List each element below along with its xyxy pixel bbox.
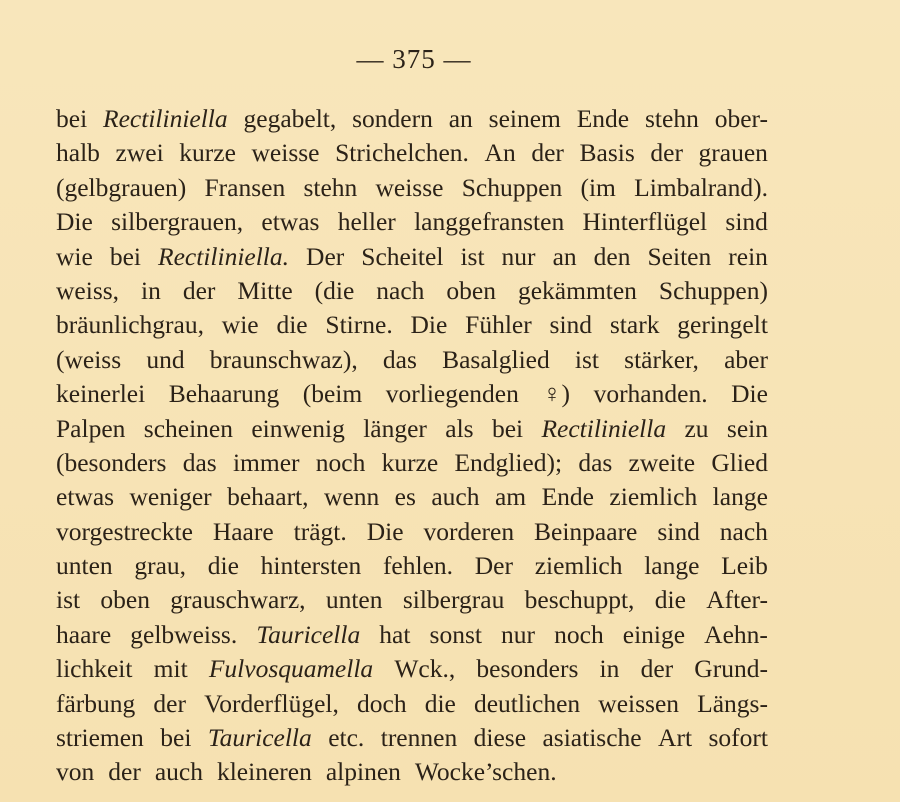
word: Ende xyxy=(576,104,630,133)
word: Fühler xyxy=(465,310,532,340)
word: (gelbgrauen) xyxy=(56,172,187,202)
word: den xyxy=(593,241,631,271)
text-line xyxy=(56,549,768,583)
text-line xyxy=(56,480,768,514)
text-line xyxy=(56,274,768,308)
word: Die xyxy=(731,379,768,409)
word: es xyxy=(394,482,416,512)
word: deutlichen xyxy=(473,688,581,718)
word: trägt. xyxy=(293,516,347,546)
word: diese xyxy=(473,723,527,753)
word: Basis xyxy=(579,138,635,168)
word: Hinterflügel xyxy=(582,207,708,237)
word: lange xyxy=(644,551,700,581)
word: ist xyxy=(56,585,81,615)
word: gelbweiss. xyxy=(130,619,238,649)
word: fehlen. xyxy=(382,551,454,581)
word: länger xyxy=(363,413,427,443)
word: hat xyxy=(379,619,411,649)
word: vorliegenden xyxy=(385,379,519,409)
word: (die xyxy=(314,275,355,305)
word: gegabelt, xyxy=(243,104,337,133)
word: der xyxy=(531,138,564,168)
word: zwei xyxy=(115,138,164,168)
word: oben xyxy=(446,275,496,305)
word: wenn xyxy=(323,482,380,512)
word: etwas xyxy=(56,482,115,512)
body-text xyxy=(56,102,768,790)
word: stark xyxy=(609,310,660,340)
word: ist xyxy=(460,241,485,271)
word: nach xyxy=(719,516,768,546)
word: oben xyxy=(100,585,150,615)
word: heller xyxy=(337,207,396,237)
italic-word: Rectiliniella xyxy=(541,413,667,443)
word: in xyxy=(599,654,620,684)
word: zweite xyxy=(628,447,696,477)
word: Längs- xyxy=(697,688,768,718)
word: beschuppt, xyxy=(524,585,635,615)
word: Schuppen) xyxy=(658,275,768,305)
word: vorhanden. xyxy=(593,379,708,409)
word: einwenig xyxy=(251,413,345,443)
word: silbergrau xyxy=(402,585,505,615)
word: scheinen xyxy=(143,413,233,443)
word: Ende xyxy=(541,482,594,512)
word: mit xyxy=(153,654,188,684)
word: der xyxy=(650,138,683,168)
word: bei xyxy=(56,104,88,133)
text-line xyxy=(56,136,768,170)
word: (besonders xyxy=(56,447,167,477)
word: Die xyxy=(56,207,93,237)
word: Die xyxy=(410,310,448,340)
word: halb xyxy=(56,138,100,168)
word: von xyxy=(56,757,95,787)
word: braunschwaz), xyxy=(209,344,358,374)
word: das xyxy=(182,447,217,477)
word: ♀) xyxy=(542,379,571,409)
word: rein xyxy=(728,241,768,271)
word: färbung xyxy=(56,688,136,718)
word: weniger xyxy=(129,482,212,512)
text-line xyxy=(56,240,768,274)
word: Limbalrand). xyxy=(634,172,768,202)
word: weiss, xyxy=(56,275,120,305)
word: hintersten xyxy=(260,551,362,581)
italic-word: Fulvosquamella xyxy=(208,654,374,684)
word: ziemlich xyxy=(609,482,698,512)
word: sein xyxy=(726,413,768,443)
word: wie xyxy=(56,241,93,271)
italic-word: Tauricella xyxy=(256,619,361,649)
word: Glied xyxy=(711,447,768,477)
word: Palpen xyxy=(56,413,126,443)
word: am xyxy=(494,482,527,512)
word: das xyxy=(382,344,417,374)
word: Art xyxy=(658,723,693,753)
text-line xyxy=(56,343,768,377)
word: Schuppen xyxy=(461,172,563,202)
word: vorgestreckte xyxy=(56,516,193,546)
word: etwas xyxy=(261,207,320,237)
word: Stirne. xyxy=(325,310,393,340)
word: unten xyxy=(56,551,113,581)
word: grau, xyxy=(134,551,187,581)
word: die xyxy=(654,585,686,615)
italic-word: Rectiliniella. xyxy=(158,241,290,271)
text-line xyxy=(56,687,768,721)
text-line xyxy=(56,102,768,136)
word: auch xyxy=(154,757,203,787)
word: trennen xyxy=(380,723,458,753)
page-number: — 375 — xyxy=(356,44,472,74)
word: (beim xyxy=(302,379,363,409)
word: noch xyxy=(315,447,366,477)
word: wie xyxy=(221,310,259,340)
word: striemen xyxy=(56,723,144,753)
word: kleineren xyxy=(216,757,312,787)
text-line xyxy=(56,446,768,480)
word: Vorderflügel, xyxy=(204,688,339,718)
word: vorderen xyxy=(423,516,515,546)
word: weisse xyxy=(375,172,444,202)
word: kurze xyxy=(179,138,236,168)
word: weisse xyxy=(251,138,320,168)
word: einige xyxy=(622,619,686,649)
text-line xyxy=(56,721,768,755)
word: stärker, xyxy=(624,344,699,374)
word: als xyxy=(445,413,474,443)
word: Wck., xyxy=(394,654,456,684)
word: ist xyxy=(574,344,599,374)
word: etc. xyxy=(328,723,365,753)
word: der xyxy=(182,275,216,305)
word: keinerlei xyxy=(56,379,146,409)
word: (im xyxy=(580,172,616,202)
word: haare xyxy=(56,619,112,649)
word: aber xyxy=(724,344,768,374)
italic-word: Rectiliniella xyxy=(103,104,228,133)
word: sofort xyxy=(708,723,768,753)
word: unten xyxy=(325,585,383,615)
word: seinem xyxy=(488,104,561,133)
word: stehn xyxy=(645,104,699,133)
word: Wocke’schen. xyxy=(414,757,557,787)
word: in xyxy=(141,275,161,305)
word: stehn xyxy=(303,172,358,202)
word: grauschwarz, xyxy=(170,585,306,615)
word: bei xyxy=(491,413,524,443)
word: Beinpaare xyxy=(534,516,638,546)
word: lange xyxy=(712,482,768,512)
text-line xyxy=(56,618,768,652)
word: die xyxy=(424,688,456,718)
word: After- xyxy=(706,585,768,615)
word: der xyxy=(108,757,141,787)
word: und xyxy=(146,344,185,374)
word: Leib xyxy=(721,551,768,581)
text-line xyxy=(56,652,768,686)
word: sind xyxy=(657,516,700,546)
word: die xyxy=(207,551,239,581)
word: asiatische xyxy=(542,723,642,753)
word: lichkeit xyxy=(56,654,133,684)
word: doch xyxy=(357,688,407,718)
word: An xyxy=(484,138,516,168)
word: alpinen xyxy=(325,757,401,787)
word: an xyxy=(448,104,473,133)
word: auch xyxy=(431,482,480,512)
word: zu xyxy=(684,413,709,443)
word: Der xyxy=(474,551,513,581)
word: Strichelchen. xyxy=(335,138,469,168)
word: Endglied); xyxy=(454,447,563,477)
text-line xyxy=(56,515,768,549)
text-line xyxy=(56,377,768,411)
word: nach xyxy=(376,275,425,305)
word: sind xyxy=(725,207,768,237)
word: geringelt xyxy=(677,310,768,340)
word: noch xyxy=(554,619,604,649)
word: Haare xyxy=(212,516,274,546)
text-line xyxy=(56,308,768,342)
word: Basalglied xyxy=(442,344,550,374)
word: Scheitel xyxy=(361,241,444,271)
word: besonders xyxy=(476,654,579,684)
word: bräunlichgrau, xyxy=(56,310,204,340)
word: Mitte xyxy=(237,275,293,305)
word: Aehn- xyxy=(704,619,768,649)
word: sonst xyxy=(429,619,482,649)
word: Die xyxy=(366,516,404,546)
word: Grund- xyxy=(694,654,768,684)
word: Fransen xyxy=(204,172,286,202)
word: (weiss xyxy=(56,344,122,374)
word: Der xyxy=(306,241,345,271)
word: der xyxy=(153,688,186,718)
word: langgefransten xyxy=(414,207,565,237)
word: weissen xyxy=(598,688,680,718)
word: silbergrauen, xyxy=(111,207,244,237)
word: an xyxy=(552,241,577,271)
word: bei xyxy=(109,241,141,271)
text-line xyxy=(56,755,768,789)
word: bei xyxy=(160,723,192,753)
text-line xyxy=(56,412,768,446)
word: ziemlich xyxy=(534,551,623,581)
text-line xyxy=(56,205,768,239)
word: immer xyxy=(232,447,300,477)
text-line xyxy=(56,171,768,205)
word: gekämmten xyxy=(517,275,637,305)
word: sind xyxy=(549,310,593,340)
word: Behaarung xyxy=(168,379,280,409)
word: die xyxy=(276,310,308,340)
word: nur xyxy=(501,241,536,271)
text-line xyxy=(56,583,768,617)
word: behaart, xyxy=(227,482,309,512)
word: sondern xyxy=(352,104,433,133)
word: grauen xyxy=(698,138,768,168)
italic-word: Tauricella xyxy=(207,723,312,753)
word: kurze xyxy=(381,447,439,477)
word: Seiten xyxy=(647,241,712,271)
word: das xyxy=(578,447,613,477)
word: der xyxy=(640,654,674,684)
word: nur xyxy=(501,619,536,649)
word: ober- xyxy=(714,104,768,133)
